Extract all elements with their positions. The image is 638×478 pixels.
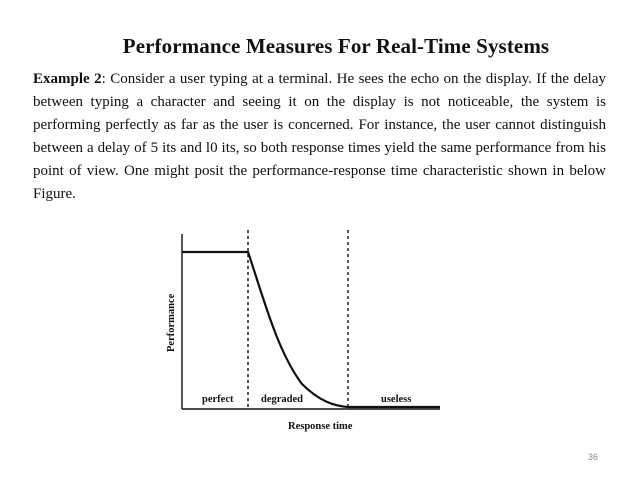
paragraph-text: : Consider a user typing at a terminal. He sees the echo on the display. If the delay between typing a character and seeing it on the display is not noticeable, the system is performing perfectly as far as the user is concerned. For instance, the user cannot distinguish between a delay of 5 its and l0 its, so both response times yield the same performance from his point of view. One might posit the performance-response time characteristic shown in below Figure. (33, 71, 606, 202)
region-label-degraded: degraded (261, 394, 303, 405)
example-lead: Example 2 (33, 71, 102, 87)
x-axis-label: Response time (288, 421, 353, 432)
page-number: 36 (588, 452, 599, 462)
performance-curve (182, 252, 440, 407)
performance-response-figure (155, 226, 455, 438)
slide-title: Performance Measures For Real-Time Systems (122, 34, 550, 58)
y-axis-label: Performance (166, 293, 177, 352)
figure-svg (155, 226, 455, 438)
region-label-perfect: perfect (202, 394, 234, 405)
body-paragraph (33, 68, 606, 206)
region-label-useless: useless (381, 394, 412, 405)
